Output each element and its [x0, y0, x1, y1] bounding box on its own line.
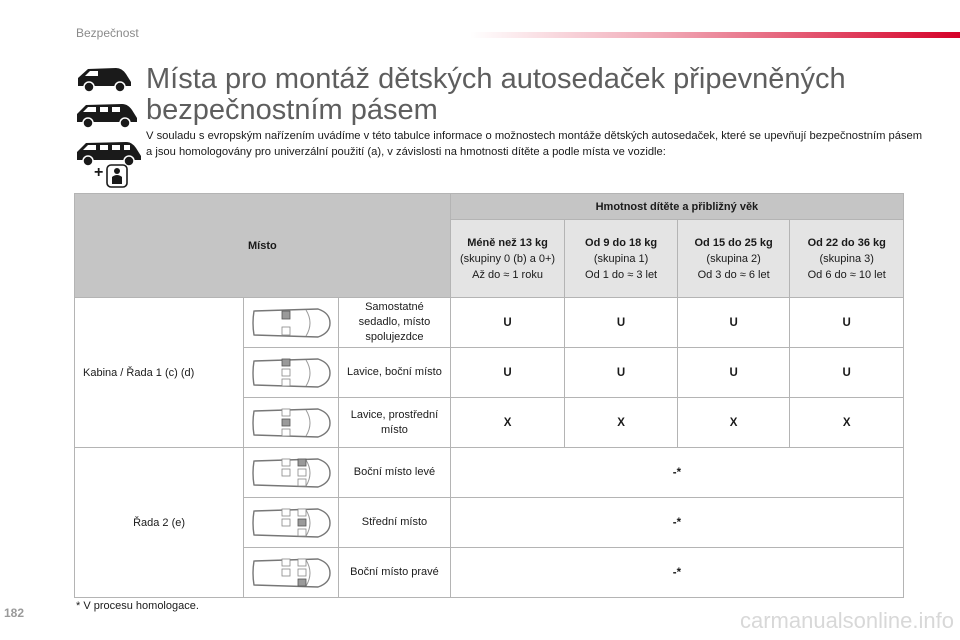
column-title: Od 15 do 25 kg	[694, 236, 773, 249]
child-seat-plus-icon	[106, 164, 128, 188]
row-group-label: Řada 2 (e)	[75, 448, 244, 598]
car-seat-diagram-icon	[248, 453, 334, 493]
compat-value: U	[565, 348, 678, 398]
column-group: (skupina 1)	[593, 252, 649, 265]
header-accent-bar	[470, 32, 960, 38]
vehicle-icons	[74, 64, 144, 190]
seat-position-label: Lavice, boční místo	[339, 348, 451, 398]
seat-position-label: Boční místo levé	[339, 448, 451, 498]
van-medium-icon	[74, 100, 140, 130]
seat-diagram	[244, 398, 339, 448]
column-title: Od 22 do 36 kg	[807, 236, 886, 249]
seat-diagram	[244, 348, 339, 398]
compat-value: X	[790, 398, 904, 448]
car-seat-diagram-icon	[248, 303, 334, 343]
seat-position-label: Samostatné sedadlo, místo spolujezdce	[339, 298, 451, 348]
page-number: 182	[4, 606, 25, 620]
column-header	[790, 220, 904, 298]
compat-value: U	[677, 348, 790, 398]
plus-sign: +	[94, 164, 104, 181]
column-age: Až do ≈ 1 roku	[472, 268, 543, 281]
column-group: (skupina 3)	[819, 252, 874, 265]
compat-value: U	[450, 348, 565, 398]
column-header	[565, 220, 678, 298]
compat-value: U	[677, 298, 790, 348]
compat-value: U	[450, 298, 565, 348]
footnote: * V procesu homologace.	[76, 600, 199, 612]
seat-position-label: Lavice, prostřední místo	[339, 398, 451, 448]
van-short-icon	[74, 64, 134, 94]
seat-diagram	[244, 298, 339, 348]
section-label: Bezpečnost	[76, 26, 139, 40]
car-seat-diagram-icon	[248, 353, 334, 393]
compat-value: X	[450, 398, 565, 448]
compat-value: -*	[450, 498, 903, 548]
page-title: Místa pro montáž dětských autosedaček připevněných bezpečnostním pásem	[146, 63, 846, 126]
column-group: (skupiny 0 (b) a 0+)	[460, 252, 556, 265]
row-group-label: Kabina / Řada 1 (c) (d)	[75, 298, 244, 448]
car-seat-diagram-icon	[248, 403, 334, 443]
seat-diagram	[244, 548, 339, 598]
seat-diagram	[244, 448, 339, 498]
column-age: Od 6 do ≈ 10 let	[807, 268, 886, 281]
compat-value: U	[565, 298, 678, 348]
place-header: Místo	[75, 194, 451, 298]
column-age: Od 1 do ≈ 3 let	[585, 268, 658, 281]
car-seat-diagram-icon	[248, 503, 334, 543]
column-title: Méně než 13 kg	[467, 236, 548, 249]
weight-header: Hmotnost dítěte a přibližný věk	[450, 194, 903, 220]
compat-value: X	[677, 398, 790, 448]
compat-value: U	[790, 348, 904, 398]
seat-position-label: Boční místo pravé	[339, 548, 451, 598]
table-row	[75, 448, 904, 498]
seat-position-label: Střední místo	[339, 498, 451, 548]
watermark: carmanualsonline.info	[739, 608, 954, 633]
column-age: Od 3 do ≈ 6 let	[697, 268, 770, 281]
compat-value: U	[790, 298, 904, 348]
compat-value: -*	[450, 448, 903, 498]
compat-value: -*	[450, 548, 903, 598]
table-row	[75, 298, 904, 348]
car-seat-diagram-icon	[248, 553, 334, 593]
column-header	[450, 220, 565, 298]
seat-diagram	[244, 498, 339, 548]
intro-paragraph: V souladu s evropským nařízením uvádíme v této tabulce informace o možnostech montáže dětských autosedaček, které se upevňují bezpečnostním pásem a jsou homologovány pro univerzální použití (a), v závislosti na hmotnosti dítěte a podle místa ve vozidle:	[146, 130, 923, 158]
compat-value: X	[565, 398, 678, 448]
column-header	[677, 220, 790, 298]
column-title: Od 9 do 18 kg	[585, 236, 658, 249]
column-group: (skupina 2)	[706, 252, 761, 265]
child-seat-table	[74, 193, 904, 598]
